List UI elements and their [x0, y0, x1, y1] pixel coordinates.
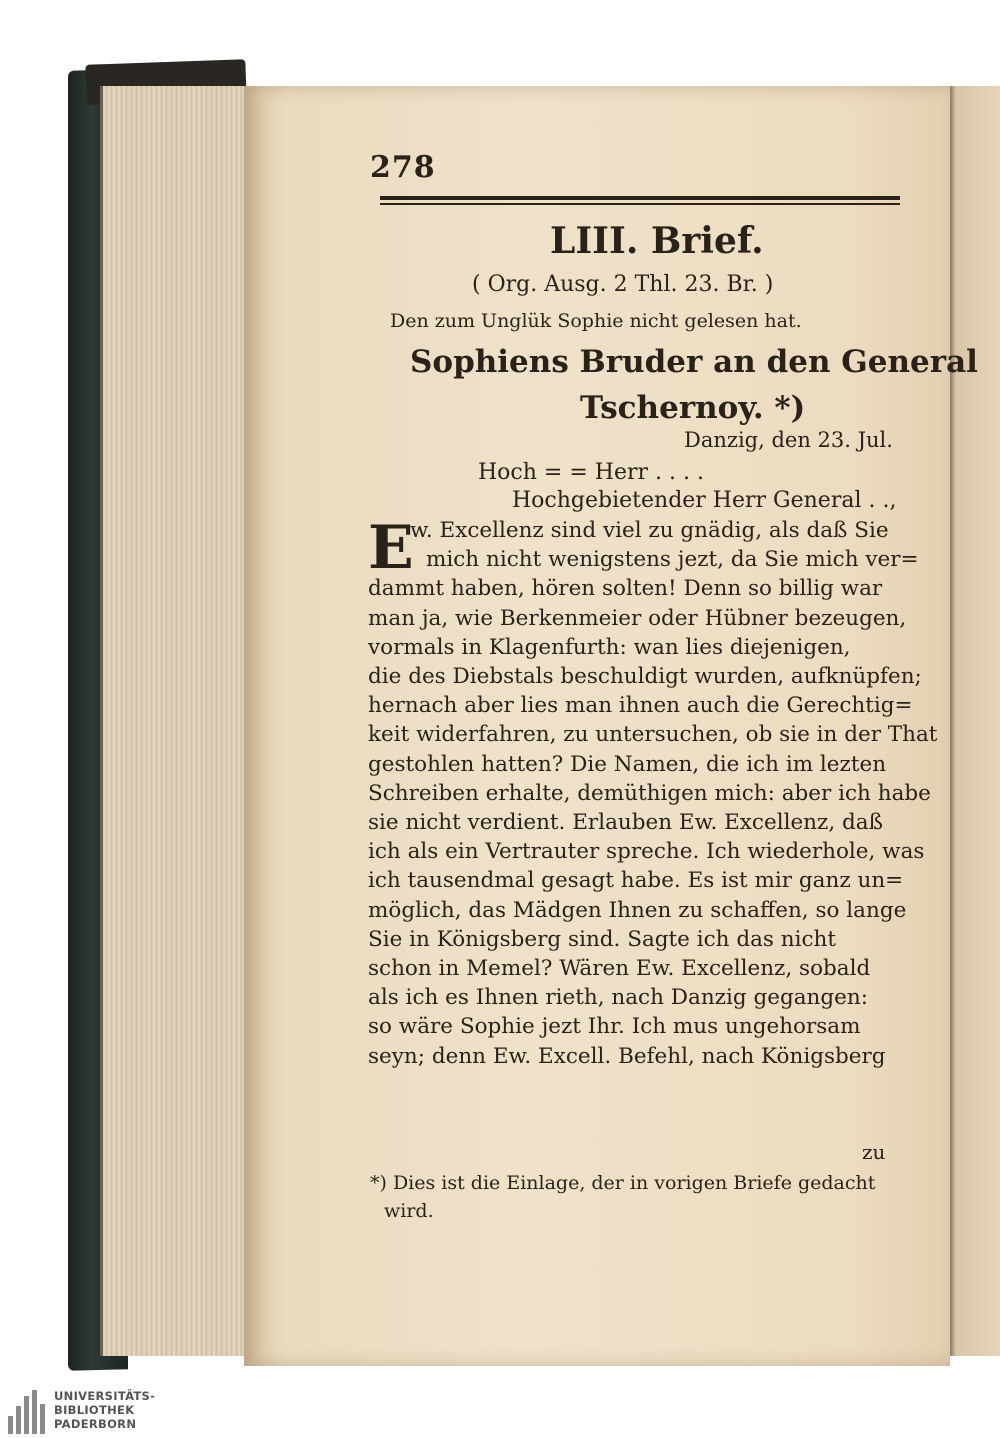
library-logo-icon: [8, 1390, 48, 1434]
salutation-line-2: Hochgebietender Herr General . .,: [512, 488, 897, 513]
body-line: mich nicht wenigstens jezt, da Sie mich ver=: [426, 547, 919, 573]
body-line: so wäre Sophie jezt Ihr. Ich mus ungehorsam: [368, 1014, 861, 1040]
footnote-line-1: *) Dies ist die Einlage, der in vorigen Briefe gedacht: [370, 1172, 876, 1194]
body-line: hernach aber lies man ihnen auch die Gerechtig=: [368, 693, 913, 719]
letter-source: ( Org. Ausg. 2 Thl. 23. Br. ): [472, 272, 774, 297]
body-line: vormals in Klagenfurth: wan lies diejenigen,: [368, 634, 851, 660]
body-line: schon in Memel? Wären Ew. Excellenz, sobald: [368, 956, 871, 982]
header-rule-thick: [380, 196, 900, 200]
dateline: Danzig, den 23. Jul.: [684, 428, 893, 452]
body-line: gestohlen hatten? Die Namen, die ich im lezten: [368, 751, 887, 777]
library-logo-text: [54, 1389, 155, 1431]
body-line: seyn; denn Ew. Excell. Befehl, nach Königsberg: [368, 1043, 886, 1069]
body-line: w. Excellenz sind viel zu gnädig, als daß Sie: [410, 518, 889, 543]
body-line: ich als ein Vertrauter spreche. Ich wiederhole, was: [368, 839, 925, 865]
body-line: Sie in Königsberg sind. Sagte ich das nicht: [368, 926, 837, 952]
body-line: sie nicht verdient. Erlauben Ew. Excellenz, daß: [368, 810, 883, 836]
letter-title: LIII. Brief.: [550, 220, 764, 262]
body-line: Schreiben erhalte, demüthigen mich: aber ich habe: [368, 780, 931, 806]
header-rule-thin: [380, 203, 900, 205]
logo-line-3: PADERBORN: [54, 1417, 137, 1431]
page-number: 278: [370, 150, 436, 185]
page-edges: [100, 86, 253, 1356]
letter-heading-line-2: Tschernoy. *): [580, 390, 806, 426]
letter-note: Den zum Unglük Sophie nicht gelesen hat.: [390, 310, 802, 332]
body-line: man ja, wie Berkenmeier oder Hübner bezeugen,: [368, 605, 907, 631]
logo-line-1: UNIVERSITÄTS-: [54, 1389, 156, 1403]
body-line: die des Diebstals beschuldigt wurden, aufknüpfen;: [368, 664, 922, 690]
salutation-line-1: Hoch = = Herr . . . .: [478, 460, 704, 485]
footnote-line-2: wird.: [384, 1200, 434, 1222]
drop-cap: E: [368, 513, 414, 583]
body-line: dammt haben, hören solten! Denn so billig war: [368, 576, 883, 602]
logo-line-2: BIBLIOTHEK: [54, 1403, 135, 1417]
body-line: als ich es Ihnen rieth, nach Danzig gegangen:: [368, 985, 868, 1011]
body-line: ich tausendmal gesagt habe. Es ist mir ganz un=: [368, 868, 904, 894]
body-line: keit widerfahren, zu untersuchen, ob sie in der That: [368, 722, 938, 748]
facing-page: [944, 86, 1000, 1356]
letter-body: [368, 513, 938, 1071]
letter-heading-line-1: Sophiens Bruder an den General: [410, 344, 978, 380]
catchword: zu: [862, 1140, 886, 1164]
body-line: möglich, das Mädgen Ihnen zu schaffen, so lange: [368, 897, 907, 923]
